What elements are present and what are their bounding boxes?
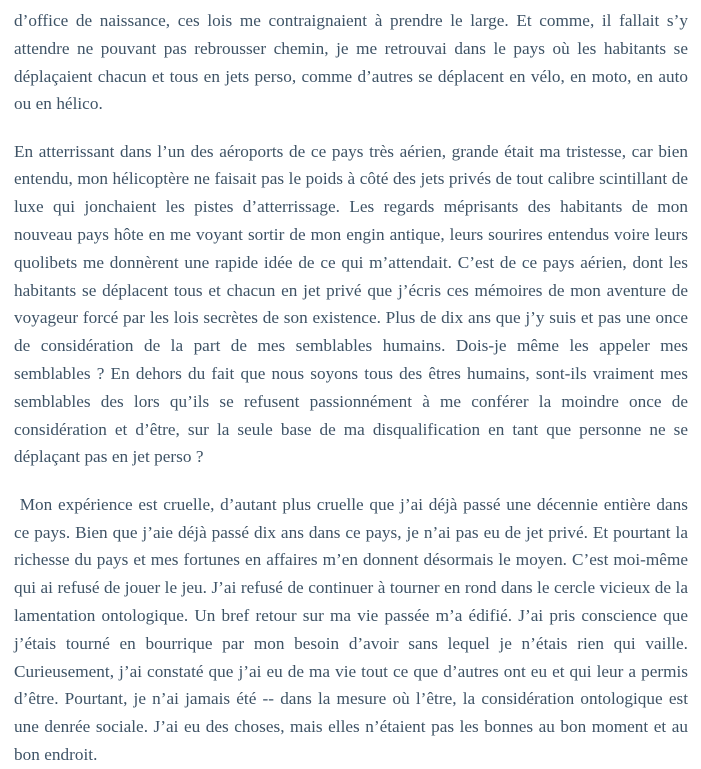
document-body <box>0 7 701 764</box>
paragraph-2: En atterrissant dans l’un des aéroports de ce pays très aérien, grande était ma tristesse, car bien entendu, mon hélicoptère ne faisait pas le poids à côté des jets privés de tout calibre scintillant de luxe qui jonchaient les pistes d’atterrissage. Les regards méprisants des habitants de mon nouveau pays hôte en me voyant sortir de mon engin antique, leurs sourires entendus voire leurs quolibets me donnèrent une rapide idée de ce qui m’attendait. C’est de ce pays aérien, dont les habitants se déplacent tous et chacun en jet privé que j’écris ces mémoires de mon aventure de voyageur forcé par les lois secrètes de son existence. Plus de dix ans que j’y suis et pas une once de considération de la part de mes semblables humains. Dois-je même les appeler mes semblables ? En dehors du fait que nous soyons tous des êtres humains, sont-ils vraiment mes semblables des lors qu’ils se refusent passionnément à me conférer la moindre once de considération et d’être, sur la seule base de ma disqualification en tant que personne ne se déplaçant pas en jet perso ? <box>14 141 693 467</box>
paragraph-1: d’office de naissance, ces lois me contraignaient à prendre le large. Et comme, il fallait s’y attendre ne pouvant pas rebrousser chemin, je me retrouvai dans le pays où les habitants se déplaçaient chacun et tous en jets perso, comme d’autres se déplacent en vélo, en moto, en auto ou en hélico. <box>14 11 693 114</box>
paragraph-3: Mon expérience est cruelle, d’autant plus cruelle que j’ai déjà passé une décennie entière dans ce pays. Bien que j’aie déjà passé dix ans dans ce pays, je n’ai pas eu de jet privé. Et pourtant la richesse du pays et mes fortunes en affaires m’en donnent désormais le moyen. C’est moi-même qui ai refusé de jouer le jeu. J’ai refusé de continuer à tourner en rond dans le cercle vicieux de la lamentation ontologique. Un bref retour sur ma vie passée m’a édifié. J’ai pris conscience que j’étais tourné en bourrique par mon besoin d’avoir sans lequel je n’étais rien qui vaille. Curieusement, j’ai constaté que j’ai eu de ma vie tout ce que d’autres ont eu et qui leur a permis d’être. Pourtant, je n’ai jamais été -- dans la mesure où l’être, la considération ontologique est une denrée sociale. J’ai eu des choses, mais elles n’étaient pas les bonnes au bon moment et au bon endroit. <box>14 494 693 764</box>
